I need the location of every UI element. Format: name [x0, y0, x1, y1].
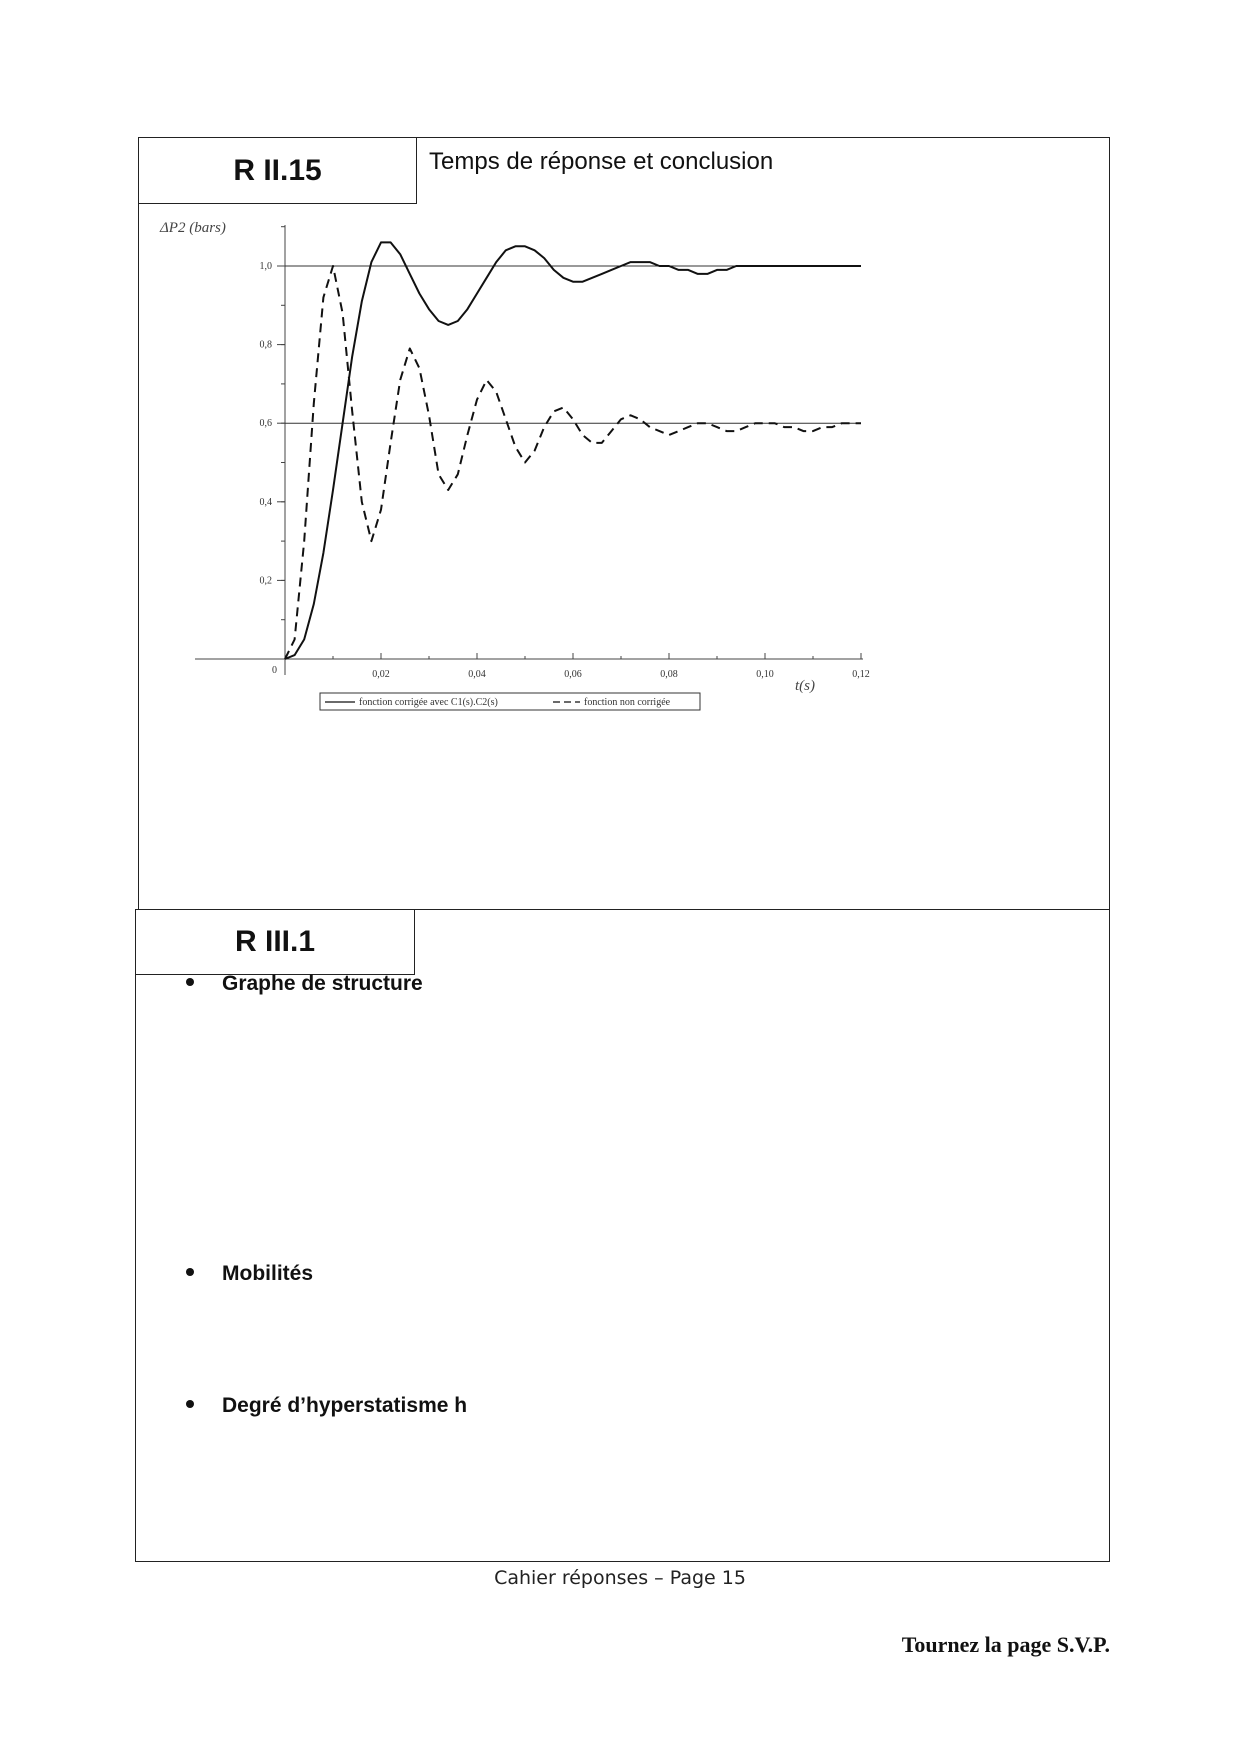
y-tick-label: 0,8 — [259, 339, 272, 351]
y-axis-title: ΔP2 (bars) — [160, 220, 226, 236]
item-label: Mobilités — [222, 1262, 314, 1285]
list-item — [186, 1394, 467, 1418]
item-label: Degré d’hyperstatisme h — [222, 1394, 468, 1417]
section-code: R III.1 — [135, 909, 415, 975]
x-tick-label: 0 — [272, 665, 277, 676]
x-axis-title: t(s) — [795, 678, 815, 694]
list-item — [186, 1262, 313, 1286]
section-code: R II.15 — [138, 137, 417, 204]
turn-page-note: Tournez la page S.V.P. — [901, 1632, 1110, 1657]
y-tick-label: 1,0 — [259, 261, 272, 272]
section-r3-1 — [135, 909, 1110, 1562]
legend-label-1: fonction non corrigée — [584, 697, 671, 708]
item-label: Graphe de structure — [222, 972, 423, 995]
x-tick-label: 0,12 — [852, 669, 870, 680]
bullet-icon — [186, 1400, 194, 1408]
section-title: Temps de réponse et conclusion — [429, 148, 774, 175]
step-response-chart — [0, 0, 1240, 760]
y-tick-label: 0,2 — [259, 575, 272, 587]
x-tick-label: 0,06 — [564, 669, 582, 680]
x-tick-label: 0,04 — [468, 669, 486, 680]
y-tick-label: 0,6 — [259, 418, 272, 430]
page-number: Cahier réponses – Page 15 — [494, 1567, 746, 1589]
bullet-icon — [186, 1268, 194, 1276]
bullet-icon — [186, 978, 194, 986]
x-tick-label: 0,10 — [756, 669, 774, 680]
x-tick-label: 0,02 — [372, 669, 390, 680]
x-tick-label: 0,08 — [660, 669, 678, 680]
legend-label-0: fonction corrigée avec C1(s).C2(s) — [359, 697, 498, 708]
series-line-1 — [285, 266, 861, 659]
series-line-0 — [285, 242, 861, 659]
list-item — [186, 972, 423, 996]
y-tick-label: 0,4 — [259, 496, 272, 508]
